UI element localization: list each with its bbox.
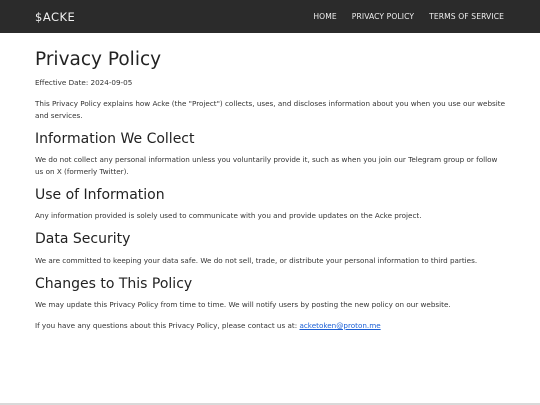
section-body-data-security: We are committed to keeping your data safe. We do not sell, trade, or distribute your personal information to third parties. <box>35 255 478 265</box>
brand-logo-link[interactable]: $ACKE <box>35 9 76 24</box>
page-title: Privacy Policy <box>35 49 162 70</box>
section-body-changes-to-policy: We may update this Privacy Policy from time to time. We will notify users by posting the new policy on our website. <box>35 299 451 309</box>
contact-email-link[interactable]: acketoken@proton.me <box>299 320 381 330</box>
top-navbar <box>0 0 540 33</box>
contact-text: If you have any questions about this Privacy Policy, please contact us at: <box>35 320 300 330</box>
nav-link-terms-of-service[interactable]: TERMS OF SERVICE <box>429 12 504 21</box>
section-heading-use-of-information: Use of Information <box>35 187 165 204</box>
effective-date: Effective Date: 2024-09-05 <box>35 78 133 88</box>
policy-content <box>35 48 507 332</box>
nav-link-privacy-policy[interactable]: PRIVACY POLICY <box>351 12 415 21</box>
contact-paragraph <box>35 320 507 332</box>
section-body-use-of-information: Any information provided is solely used to communicate with you and provide updates on the Acke project. <box>35 211 422 221</box>
section-heading-information-we-collect: Information We Collect <box>35 131 195 148</box>
nav-links <box>313 12 504 21</box>
section-body-information-we-collect: We do not collect any personal information unless you voluntarily provide it, such as when you join our Telegram group or follow us on X (formerly Twitter). <box>35 155 498 177</box>
intro-paragraph: This Privacy Policy explains how Acke (the "Project") collects, uses, and discloses information about you when you use our website and services. <box>35 99 506 121</box>
nav-link-home[interactable]: HOME <box>313 12 337 21</box>
section-heading-changes-to-policy: Changes to This Policy <box>35 275 193 292</box>
section-heading-data-security: Data Security <box>35 231 131 248</box>
